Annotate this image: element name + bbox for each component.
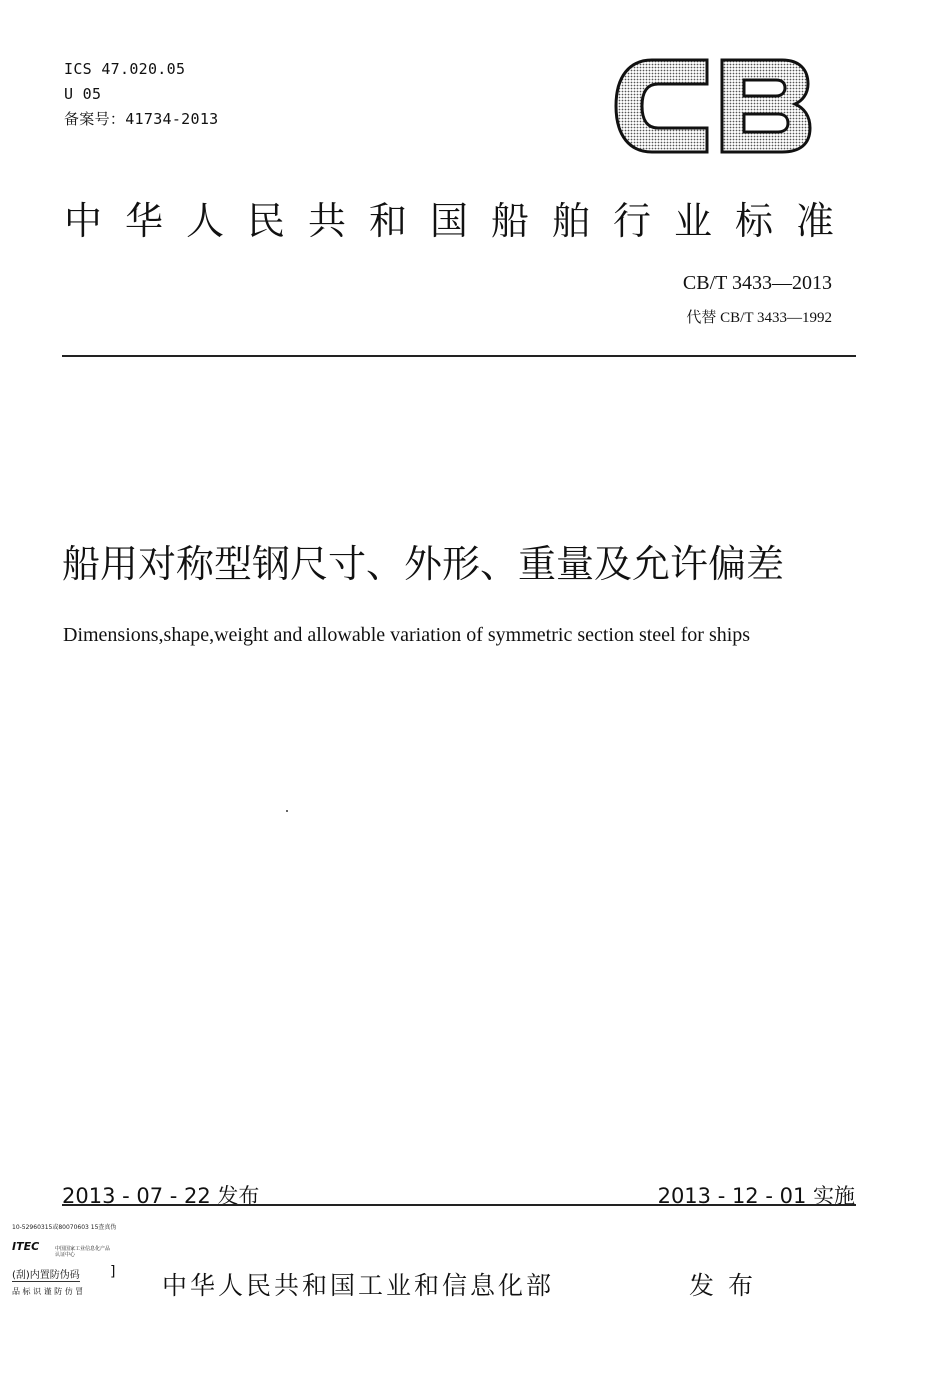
implementation-date: 2013 - 12 - 01 实施 xyxy=(657,1184,855,1208)
seal-warning: 品 标 识 谨 防 仿 冒 xyxy=(12,1287,84,1296)
seal-logo: ITEC xyxy=(12,1240,40,1253)
u-classification: U 05 xyxy=(64,85,102,103)
standard-number: CB/T 3433—2013 xyxy=(682,272,832,294)
replaces-standard: 代替 CB/T 3433—1992 xyxy=(686,310,832,326)
document-title-cn: 船用对称型钢尺寸、外形、重量及允许偏差 xyxy=(62,542,785,586)
publish-label: 发布 xyxy=(689,1271,768,1300)
issue-date: 2013 - 07 - 22 发布 xyxy=(62,1184,260,1208)
document-title-en: Dimensions,shape,weight and allowable variation of symmetric section steel for ships xyxy=(63,624,751,646)
logo-b-shape xyxy=(722,60,810,152)
footer-divider xyxy=(62,1204,856,1206)
record-number: 备案号：41734-2013 xyxy=(64,110,219,128)
header-divider xyxy=(62,355,856,357)
seal-serial: 10-52960315或80070603 15查真伪 xyxy=(12,1224,117,1231)
cb-logo xyxy=(612,54,812,158)
org-title: 中华人民共和国船舶行业标准 xyxy=(64,199,858,243)
seal-anticounterfeit-code: (刮)内置防伪码 xyxy=(12,1266,80,1282)
issuing-authority: 中华人民共和国工业和信息化部 xyxy=(162,1271,555,1300)
ics-code: ICS 47.020.05 xyxy=(64,60,186,78)
logo-c-shape xyxy=(616,60,707,152)
seal-org: 中国国家工业信息化产品认证中心 xyxy=(55,1246,111,1258)
speck xyxy=(286,810,288,812)
seal-bracket: ] xyxy=(110,1264,116,1280)
